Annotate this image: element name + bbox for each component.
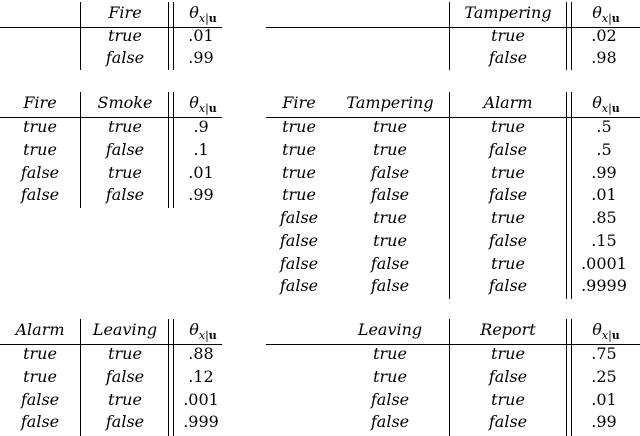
cell-value: true: [491, 344, 525, 363]
cell-prob: .99: [591, 412, 617, 431]
cell-value: false: [20, 390, 60, 409]
cell-prob: .01: [188, 26, 214, 45]
double-rule-right: [173, 2, 174, 70]
double-rule-left: [566, 319, 567, 436]
cell-value: false: [105, 48, 145, 67]
cell-value: true: [108, 26, 142, 45]
cell-value: true: [108, 163, 142, 182]
header-theta: $\theta_{x|u}$: [592, 93, 620, 115]
cell-prob: .75: [591, 344, 617, 363]
cell-prob: .12: [188, 367, 214, 386]
cell-value: true: [491, 208, 525, 227]
cell-value: true: [491, 390, 525, 409]
cell-prob: .0001: [581, 254, 627, 273]
cell-value: false: [20, 185, 60, 204]
cell-value: true: [23, 367, 57, 386]
cell-value: false: [105, 412, 145, 431]
header-tampering: Tampering: [464, 3, 552, 22]
cell-prob: .01: [188, 163, 214, 182]
column-rule: [80, 319, 81, 436]
cell-value: false: [105, 140, 145, 159]
header-smoke: Smoke: [97, 93, 153, 112]
header-alarm: Alarm: [15, 320, 65, 339]
cell-value: true: [23, 117, 57, 136]
cell-prob: .5: [596, 140, 612, 159]
cell-value: true: [491, 117, 525, 136]
double-rule-right: [571, 92, 572, 299]
header-fire: Fire: [282, 93, 316, 112]
cell-value: false: [488, 367, 528, 386]
cell-prob: .9: [193, 117, 209, 136]
cell-value: true: [373, 231, 407, 250]
cell-value: true: [282, 163, 316, 182]
cell-value: false: [105, 185, 145, 204]
cell-value: true: [108, 390, 142, 409]
cell-value: true: [282, 185, 316, 204]
double-rule-right: [173, 92, 174, 208]
cell-value: true: [23, 140, 57, 159]
cell-value: true: [108, 117, 142, 136]
cell-value: false: [279, 254, 319, 273]
cell-prob: .99: [188, 48, 214, 67]
header-alarm: Alarm: [483, 93, 533, 112]
cell-prob: .98: [591, 48, 617, 67]
cell-prob: .01: [591, 185, 617, 204]
cell-value: true: [373, 117, 407, 136]
cell-prob: .001: [183, 390, 219, 409]
double-rule-left: [566, 92, 567, 299]
cell-value: false: [488, 48, 528, 67]
cell-value: false: [370, 185, 410, 204]
cell-value: false: [105, 367, 145, 386]
header-tampering: Tampering: [346, 93, 434, 112]
double-rule-left: [566, 2, 567, 70]
cell-value: true: [373, 344, 407, 363]
cell-value: false: [279, 231, 319, 250]
cell-value: true: [491, 26, 525, 45]
column-rule: [80, 2, 81, 70]
cell-value: false: [370, 390, 410, 409]
cell-prob: .99: [188, 185, 214, 204]
double-rule-right: [173, 319, 174, 436]
cell-prob: .02: [591, 26, 617, 45]
cell-value: true: [23, 344, 57, 363]
cell-prob: .15: [591, 231, 617, 250]
header-theta: $\theta_{x|u}$: [592, 3, 620, 25]
cell-value: true: [282, 140, 316, 159]
cell-prob: .9999: [581, 276, 627, 295]
cell-value: true: [491, 163, 525, 182]
double-rule-right: [571, 319, 572, 436]
header-fire: Fire: [23, 93, 57, 112]
cell-prob: .1: [193, 140, 209, 159]
double-rule-left: [168, 2, 169, 70]
cell-prob: .01: [591, 390, 617, 409]
column-rule: [80, 92, 81, 208]
header-theta: $\theta_{x|u}$: [592, 320, 620, 342]
header-theta: $\theta_{x|u}$: [189, 320, 217, 342]
cell-prob: .25: [591, 367, 617, 386]
cell-value: false: [370, 412, 410, 431]
double-rule-right: [571, 2, 572, 70]
cell-value: false: [279, 208, 319, 227]
header-theta: $\theta_{x|u}$: [189, 3, 217, 25]
cell-value: false: [20, 163, 60, 182]
cell-value: false: [370, 254, 410, 273]
cell-value: true: [373, 140, 407, 159]
cell-value: true: [373, 208, 407, 227]
cell-value: false: [488, 231, 528, 250]
cell-prob: .88: [188, 344, 214, 363]
header-fire: Fire: [108, 3, 142, 22]
cell-value: true: [491, 254, 525, 273]
cell-value: true: [282, 117, 316, 136]
cell-value: false: [488, 276, 528, 295]
cell-value: false: [20, 412, 60, 431]
cell-value: false: [488, 140, 528, 159]
double-rule-left: [168, 92, 169, 208]
header-leaving: Leaving: [357, 320, 423, 339]
cell-value: false: [279, 276, 319, 295]
cell-prob: .99: [591, 163, 617, 182]
column-rule: [449, 2, 450, 70]
column-rule: [449, 92, 450, 299]
double-rule-left: [168, 319, 169, 436]
cell-prob: .999: [183, 412, 219, 431]
column-rule: [449, 319, 450, 436]
cell-value: false: [488, 185, 528, 204]
header-leaving: Leaving: [92, 320, 158, 339]
cell-value: false: [370, 163, 410, 182]
cell-value: false: [488, 412, 528, 431]
cell-value: false: [370, 276, 410, 295]
cell-value: true: [373, 367, 407, 386]
cell-prob: .5: [596, 117, 612, 136]
header-report: Report: [480, 320, 536, 339]
cell-prob: .85: [591, 208, 617, 227]
header-theta: $\theta_{x|u}$: [189, 93, 217, 115]
cell-value: true: [108, 344, 142, 363]
